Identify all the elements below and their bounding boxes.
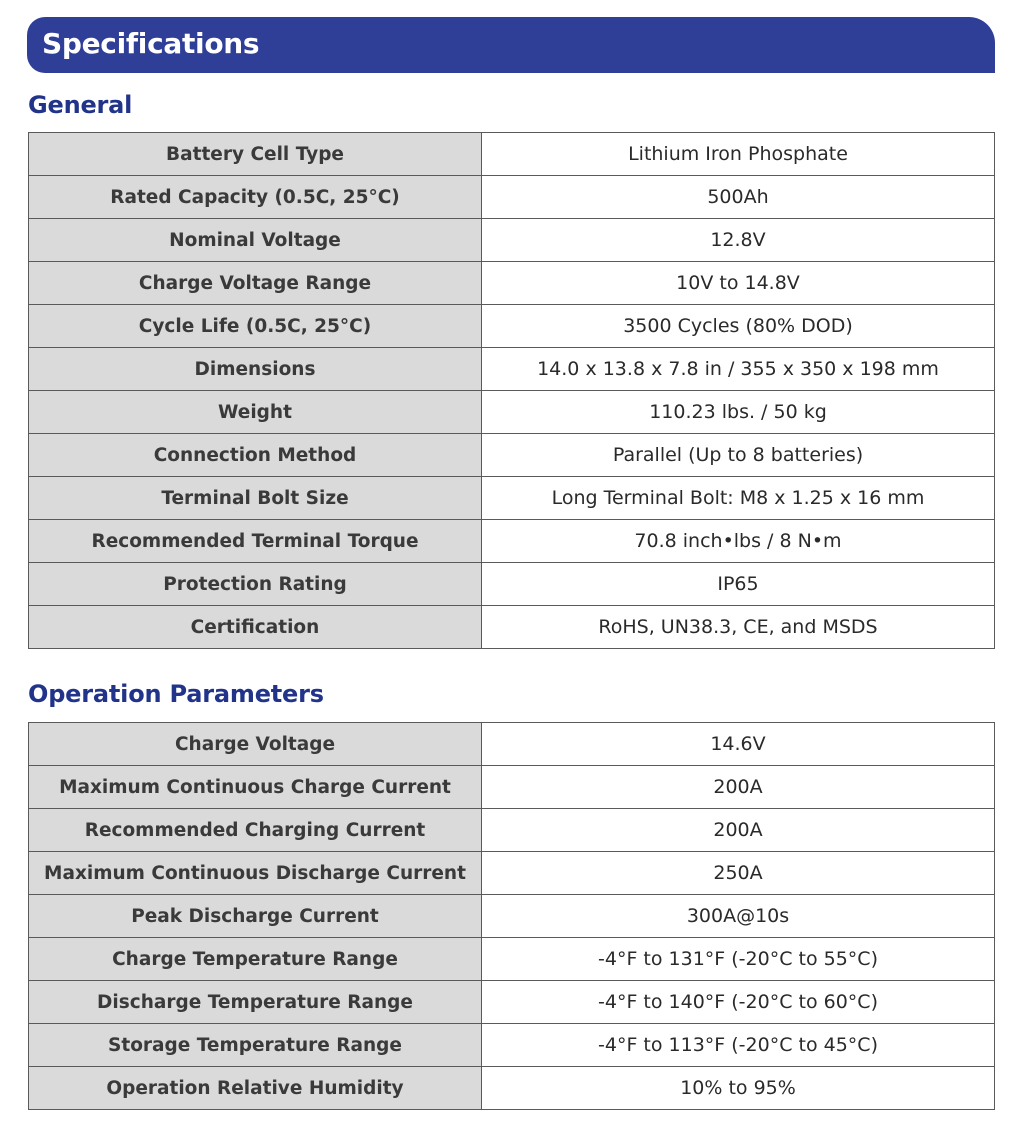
spec-value: 200A <box>482 766 995 809</box>
spec-value: 110.23 lbs. / 50 kg <box>482 391 995 434</box>
spec-label: Dimensions <box>29 348 482 391</box>
spec-label: Charge Voltage <box>29 723 482 766</box>
spec-row <box>29 852 995 895</box>
spec-label: Maximum Continuous Discharge Current <box>29 852 482 895</box>
spec-label: Cycle Life (0.5C, 25°C) <box>29 305 482 348</box>
spec-row <box>29 766 995 809</box>
spec-row <box>29 1024 995 1067</box>
spec-label: Protection Rating <box>29 563 482 606</box>
spec-row <box>29 895 995 938</box>
spec-row <box>29 809 995 852</box>
spec-label: Peak Discharge Current <box>29 895 482 938</box>
spec-label: Rated Capacity (0.5C, 25°C) <box>29 176 482 219</box>
spec-label: Charge Temperature Range <box>29 938 482 981</box>
spec-value: RoHS, UN38.3, CE, and MSDS <box>482 606 995 649</box>
spec-label: Nominal Voltage <box>29 219 482 262</box>
spec-value: 10% to 95% <box>482 1067 995 1110</box>
spec-label: Certification <box>29 606 482 649</box>
spec-label: Battery Cell Type <box>29 133 482 176</box>
operation-spec-table <box>28 722 995 1110</box>
spec-value: 250A <box>482 852 995 895</box>
spec-row <box>29 262 995 305</box>
spec-label: Operation Relative Humidity <box>29 1067 482 1110</box>
spec-label: Discharge Temperature Range <box>29 981 482 1024</box>
spec-value: Parallel (Up to 8 batteries) <box>482 434 995 477</box>
spec-label: Charge Voltage Range <box>29 262 482 305</box>
section-title-operation-parameters: Operation Parameters <box>28 680 324 708</box>
spec-label: Weight <box>29 391 482 434</box>
general-spec-table <box>28 132 995 649</box>
spec-row <box>29 219 995 262</box>
spec-row <box>29 1067 995 1110</box>
spec-row <box>29 176 995 219</box>
spec-value: -4°F to 131°F (-20°C to 55°C) <box>482 938 995 981</box>
spec-label: Maximum Continuous Charge Current <box>29 766 482 809</box>
spec-row <box>29 434 995 477</box>
spec-value: Long Terminal Bolt: M8 x 1.25 x 16 mm <box>482 477 995 520</box>
spec-value: -4°F to 140°F (-20°C to 60°C) <box>482 981 995 1024</box>
spec-value: 300A@10s <box>482 895 995 938</box>
spec-row <box>29 391 995 434</box>
spec-row <box>29 477 995 520</box>
spec-label: Recommended Terminal Torque <box>29 520 482 563</box>
spec-row <box>29 563 995 606</box>
spec-value: 500Ah <box>482 176 995 219</box>
spec-value: -4°F to 113°F (-20°C to 45°C) <box>482 1024 995 1067</box>
spec-value: 3500 Cycles (80% DOD) <box>482 305 995 348</box>
spec-value: 12.8V <box>482 219 995 262</box>
page-title: Specifications <box>42 27 260 60</box>
spec-value: Lithium Iron Phosphate <box>482 133 995 176</box>
spec-row <box>29 520 995 563</box>
spec-value: 14.6V <box>482 723 995 766</box>
spec-label: Recommended Charging Current <box>29 809 482 852</box>
spec-row <box>29 133 995 176</box>
operation-spec-rows <box>29 723 995 1110</box>
spec-row <box>29 981 995 1024</box>
spec-value: 14.0 x 13.8 x 7.8 in / 355 x 350 x 198 mm <box>482 348 995 391</box>
section-title-general: General <box>28 91 133 119</box>
spec-value: IP65 <box>482 563 995 606</box>
spec-row <box>29 606 995 649</box>
spec-label: Connection Method <box>29 434 482 477</box>
spec-value: 70.8 inch•lbs / 8 N•m <box>482 520 995 563</box>
spec-row <box>29 348 995 391</box>
spec-row <box>29 938 995 981</box>
spec-value: 10V to 14.8V <box>482 262 995 305</box>
specifications-banner <box>27 17 995 73</box>
general-spec-rows <box>29 133 995 649</box>
spec-value: 200A <box>482 809 995 852</box>
spec-label: Storage Temperature Range <box>29 1024 482 1067</box>
spec-row <box>29 305 995 348</box>
spec-row <box>29 723 995 766</box>
spec-label: Terminal Bolt Size <box>29 477 482 520</box>
